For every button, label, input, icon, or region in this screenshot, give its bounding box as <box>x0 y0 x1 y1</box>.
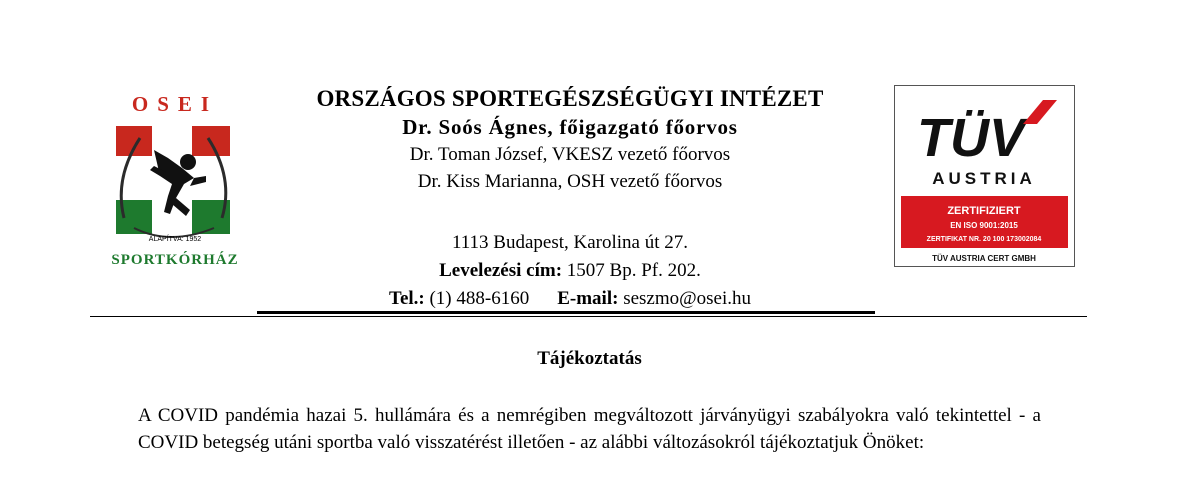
letterhead <box>250 84 890 195</box>
street-address: 1113 Budapest, Karolina út 27. <box>451 232 689 253</box>
document-paragraph: A COVID pandémia hazai 5. hullámára és a nemrégiben megváltozott járványügyi szabályokra való tekintettel - a COVID betegség utáni sportba való visszatérést illetően - az alábbi változásokról tájékoztatjuk Önöket: <box>138 405 1041 453</box>
address-block <box>250 229 890 313</box>
postal-address <box>250 257 890 285</box>
email-label: E-mail: <box>557 288 619 309</box>
tuv-badge-icon <box>895 86 1074 266</box>
tuv-certification-logo <box>894 85 1075 267</box>
document-title: Tájékoztatás <box>537 348 642 369</box>
tuv-cert-title: ZERTIFIZIERT <box>947 205 1021 217</box>
osei-emblem-icon <box>110 118 240 250</box>
tel-value: (1) 488-6160 <box>424 288 530 309</box>
header-divider-thin <box>90 316 1087 317</box>
tuv-brand-text: TÜV <box>917 108 1025 168</box>
osei-logo-subtitle: SPORTKÓRHÁZ <box>111 252 239 268</box>
osei-logo <box>104 88 246 273</box>
osei-logo-title: OSEI <box>131 92 219 116</box>
tuv-footer: TÜV AUSTRIA CERT GMBH <box>932 254 1036 263</box>
postal-value: 1507 Bp. Pf. 202. <box>562 260 701 281</box>
tuv-cert-number: ZERTIFIKAT NR. 20 100 173002084 <box>926 236 1042 243</box>
staff-line-2: Dr. Kiss Marianna, OSH vezető főorvos <box>417 171 723 192</box>
contact-line <box>250 285 890 313</box>
institute-name: ORSZÁGOS SPORTEGÉSZSÉGÜGYI INTÉZET <box>316 86 824 111</box>
tuv-cert-standard: EN ISO 9001:2015 <box>950 221 1018 230</box>
header-divider-thick <box>257 311 875 314</box>
osei-founded: ALAPÍTVA: 1952 <box>148 236 202 243</box>
email-value: seszmo@osei.hu <box>618 288 751 309</box>
director-name: Dr. Soós Ágnes, főigazgató főorvos <box>402 115 738 139</box>
postal-label: Levelezési cím: <box>439 260 563 281</box>
tel-label: Tel.: <box>389 288 425 309</box>
tuv-country: AUSTRIA <box>932 169 1036 188</box>
staff-line-1: Dr. Toman József, VKESZ vezető főorvos <box>409 144 731 165</box>
